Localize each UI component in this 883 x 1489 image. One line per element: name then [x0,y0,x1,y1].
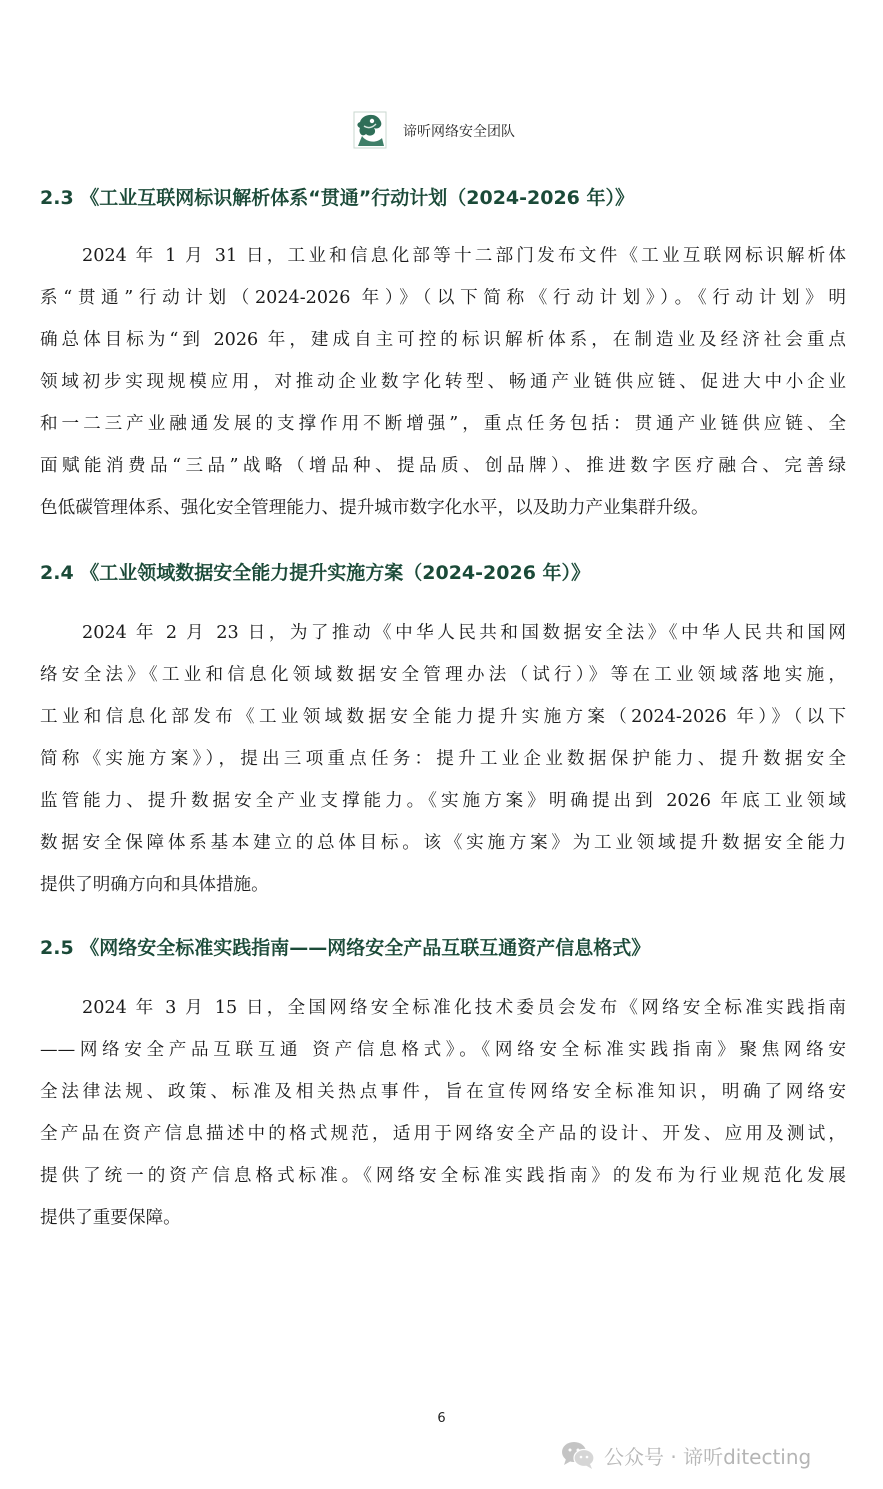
section-paragraph [40,235,846,529]
paragraph-line: 2024 年 2 月 23 日，为了推动《中华人民共和国数据安全法》《中华人民共和国网 [82,623,846,643]
team-name: 谛听网络安全团队 [403,124,515,140]
paragraph-line: 简称《实施方案》），提出三项重点任务：提升工业企业数据保护能力、提升数据安全 [40,749,846,769]
paragraph-line: 工业和信息化部发布《工业领域数据安全能力提升实施方案（2024-2026 年）》（以下 [40,707,846,727]
page-header [0,108,883,158]
section-heading: 2.5 《网络安全标准实践指南——网络安全产品互联互通资产信息格式》 [40,937,651,959]
section-paragraph [40,987,846,1239]
paragraph-line: 2024 年 1 月 31 日，工业和信息化部等十二部门发布文件《工业互联网标识解析体 [82,246,846,266]
paragraph-line: 提供了明确方向和具体措施。 [40,875,269,895]
section-heading: 2.3 《工业互联网标识解析体系“贯通”行动计划（2024-2026 年）》 [40,187,635,209]
paragraph-line: 提供了统一的资产信息格式标准。《网络安全标准实践指南》的发布为行业规范化发展 [40,1166,846,1186]
watermark-text: 公众号 · 谛听ditecting [604,1444,812,1469]
paragraph-line: 面赋能消费品“三品”战略（增品种、提品质、创品牌）、推进数字医疗融合、完善绿 [40,456,846,476]
paragraph-line: 全产品在资产信息描述中的格式规范，适用于网络安全产品的设计、开发、应用及测试， [40,1124,846,1144]
section-heading: 2.4 《工业领域数据安全能力提升实施方案（2024-2026 年）》 [40,562,591,584]
paragraph-line: 2024 年 3 月 15 日，全国网络安全标准化技术委员会发布《网络安全标准实践指南 [82,998,846,1018]
paragraph-line: 全法律法规、政策、标准及相关热点事件，旨在宣传网络安全标准知识，明确了网络安 [40,1082,846,1102]
paragraph-line: ——网络安全产品互联互通 资产信息格式》。《网络安全标准实践指南》聚焦网络安 [40,1040,846,1060]
section-2-3 [40,183,846,518]
page-number: 6 [437,1411,446,1426]
paragraph-line: 色低碳管理体系、强化安全管理能力、提升城市数字化水平，以及助力产业集群升级。 [40,498,709,518]
paragraph-line: 数据安全保障体系基本建立的总体目标。该《实施方案》为工业领域提升数据安全能力 [40,833,846,853]
wechat-icon [560,1440,596,1470]
team-logo [348,108,392,152]
section-2-5 [40,933,846,1228]
paragraph-line: 领域初步实现规模应用，对推动企业数字化转型、畅通产业链供应链、促进大中小企业 [40,372,846,392]
wechat-watermark [560,1439,811,1471]
paragraph-line: 系“贯通”行动计划（2024-2026 年）》（以下简称《行动计划》）。《行动计划》明 [40,288,846,308]
paragraph-line: 监管能力、提升数据安全产业支撑能力。《实施方案》明确提出到 2026 年底工业领域 [40,791,846,811]
paragraph-line: 确总体目标为“到 2026 年，建成自主可控的标识解析体系，在制造业及经济社会重点 [40,330,846,350]
paragraph-line: 提供了重要保障。 [40,1208,181,1228]
paragraph-line: 络安全法》《工业和信息化领域数据安全管理办法（试行）》等在工业领域落地实施， [40,665,846,685]
section-paragraph [40,612,846,906]
paragraph-line: 和一二三产业融通发展的支撑作用不断增强”，重点任务包括：贯通产业链供应链、全 [40,414,846,434]
section-2-4 [40,558,846,895]
